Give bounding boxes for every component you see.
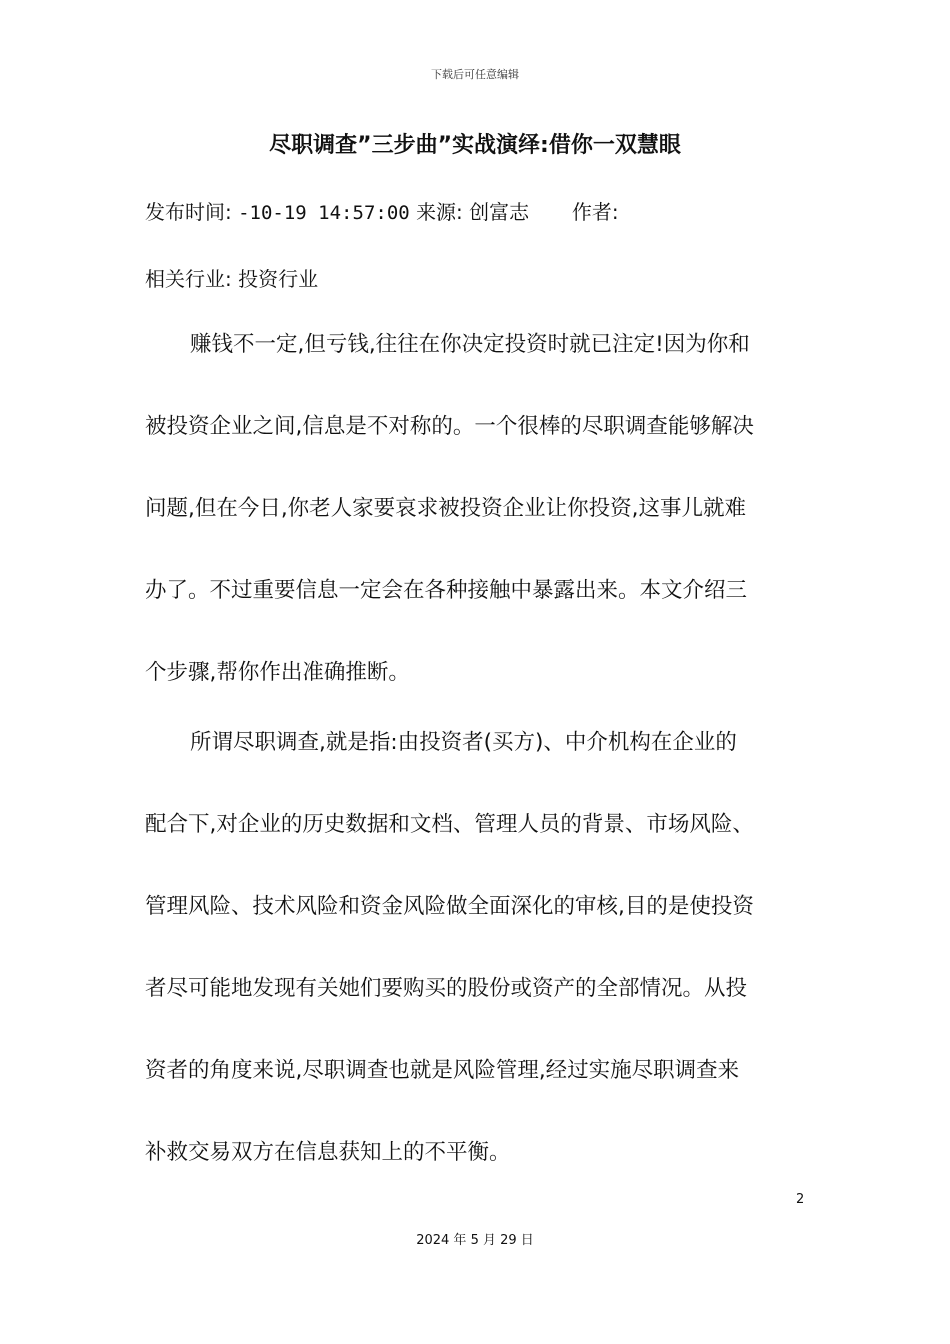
paragraph-2-line: 配合下,对企业的历史数据和文档、管理人员的背景、市场风险、 <box>145 812 754 837</box>
paragraph-1-line: 问题,但在今日,你老人家要哀求被投资企业让你投资,这事儿就难 <box>145 496 747 521</box>
paragraph-1-line: 办了。不过重要信息一定会在各种接触中暴露出来。本文介绍三 <box>145 578 748 603</box>
publish-time-value: -10-19 14:57:00 <box>238 202 410 224</box>
paragraph-1-line: 个步骤,帮你作出准确推断。 <box>145 660 410 685</box>
industry-line <box>145 263 318 292</box>
paragraph-1-line: 被投资企业之间,信息是不对称的。一个很棒的尽职调查能够解决 <box>145 414 754 439</box>
publish-info-line <box>145 196 619 225</box>
paragraph-2-line: 者尽可能地发现有关她们要购买的股份或资产的全部情况。从投 <box>145 976 748 1001</box>
paragraph-2-line: 补救交易双方在信息获知上的不平衡。 <box>145 1140 511 1165</box>
publish-time-label: 发布时间: <box>145 200 232 224</box>
paragraph-2-line: 管理风险、技术风险和资金风险做全面深化的审核,目的是使投资 <box>145 894 754 919</box>
author-label: 作者: <box>571 200 619 224</box>
page-number: 2 <box>796 1192 805 1207</box>
industry-label: 相关行业: <box>145 267 232 291</box>
source-label: 来源: <box>416 200 463 224</box>
industry-value: 投资行业 <box>238 267 319 291</box>
header-note: 下载后可任意编辑 <box>431 68 519 81</box>
footer-date: 2024 年 5 月 29 日 <box>416 1233 534 1248</box>
paragraph-1-line: 赚钱不一定,但亏钱,往往在你决定投资时就已注定!因为你和 <box>190 332 750 357</box>
source-value: 创富志 <box>469 200 530 224</box>
paragraph-2-line: 所谓尽职调查,就是指:由投资者(买方)、中介机构在企业的 <box>190 730 737 755</box>
document-title: 尽职调查”三步曲”实战演绎:借你一双慧眼 <box>269 133 681 158</box>
paragraph-2-line: 资者的角度来说,尽职调查也就是风险管理,经过实施尽职调查来 <box>145 1058 740 1083</box>
